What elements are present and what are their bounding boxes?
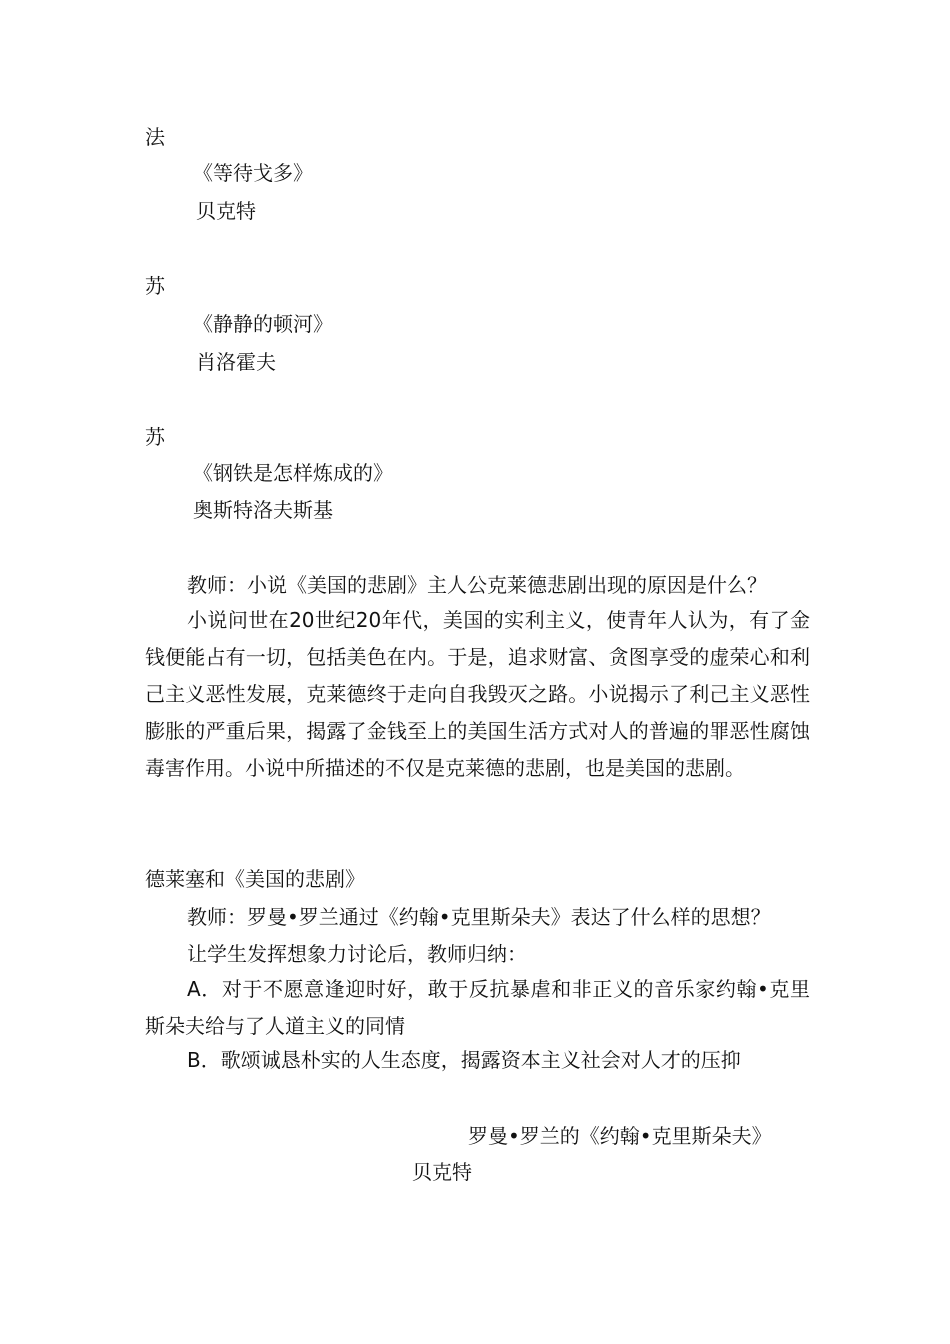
question-1: 教师：小说《美国的悲剧》主人公克莱德悲剧出现的原因是什么？ [187, 573, 767, 597]
work-country: 法 [145, 125, 165, 149]
discussion-intro: 让学生发挥想象力讨论后，教师归纳： [187, 942, 527, 966]
work-title: 《钢铁是怎样炼成的》 [193, 461, 393, 485]
work-title: 《静静的顿河》 [193, 312, 333, 336]
image-caption-rolland: 罗曼•罗兰的《约翰•克里斯朵夫》 [468, 1124, 772, 1148]
work-author: 奥斯特洛夫斯基 [193, 498, 333, 522]
option-b: B．歌颂诚恳朴实的人生态度，揭露资本主义社会对人才的压抑 [187, 1048, 741, 1072]
image-caption-beckett: 贝克特 [412, 1160, 472, 1184]
work-country: 苏 [145, 425, 165, 449]
answer-1: 小说问世在20世纪20年代，美国的实利主义，使青年人认为，有了金钱便能占有一切，包括美色在内。于是，追求财富、贪图享受的虚荣心和利己主义恶性发展，克莱德终于走向自我毁灭之路。小说揭示了利己主义恶性膨胀的严重后果，揭露了金钱至上的美国生活方式对人的普遍的罪恶性腐蚀毒害作用。小说中所描述的不仅是克莱德的悲剧，也是美国的悲剧。 [145, 608, 810, 780]
option-a: A．对于不愿意逢迎时好，敢于反抗暴虐和非正义的音乐家约翰•克里斯朵夫给与了人道主义的同情 [145, 977, 810, 1038]
work-country: 苏 [145, 274, 165, 298]
question-2: 教师：罗曼•罗兰通过《约翰•克里斯朵夫》表达了什么样的思想？ [187, 905, 771, 929]
work-author: 肖洛霍夫 [196, 350, 276, 374]
work-author: 贝克特 [196, 199, 256, 223]
image-caption-dreiser: 德莱塞和《美国的悲剧》 [145, 867, 365, 891]
work-title: 《等待戈多》 [193, 161, 313, 185]
